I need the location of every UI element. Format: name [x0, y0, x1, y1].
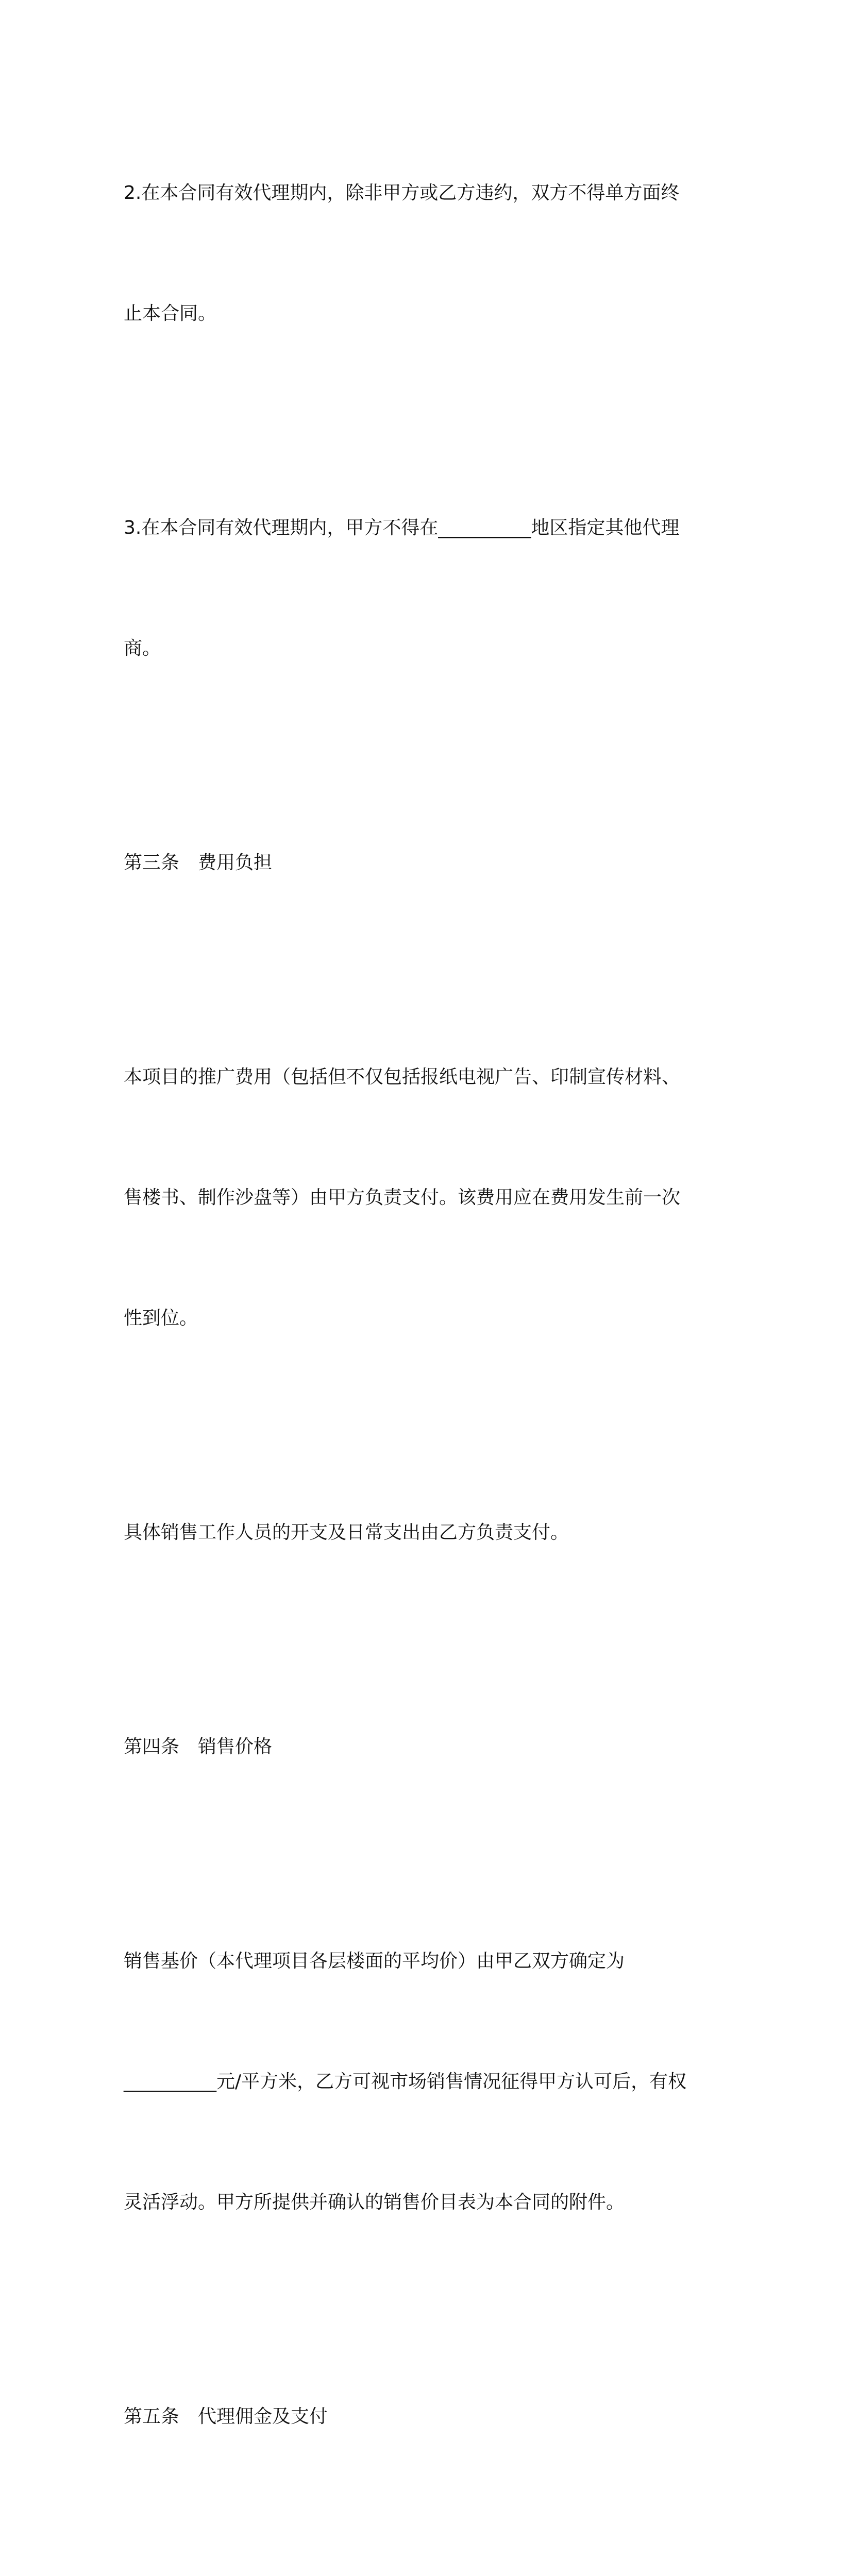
text-line: 具体销售工作人员的开支及日常支出由乙方负责支付。 — [124, 1522, 569, 1543]
article-3-paragraph-2 — [124, 1432, 711, 1633]
text-line: 2.在本合同有效代理期内，除非甲方或乙方违约，双方不得单方面终 — [124, 182, 680, 204]
article-5-heading — [124, 2316, 711, 2517]
text-line: __________元/平方米，乙方可视市场销售情况征得甲方认可后，有权 — [124, 2071, 687, 2092]
text-line: 止本合同。 — [124, 303, 217, 324]
article-4-paragraph-1 — [124, 1861, 711, 2303]
article-5-item-1 — [124, 2531, 711, 2576]
clause-2-item-3 — [124, 428, 711, 749]
article-4-heading — [124, 1647, 711, 1848]
text-line: 3.在本合同有效代理期内，甲方不得在__________地区指定其他代理 — [124, 517, 680, 538]
text-line: 销售基价（本代理项目各层楼面的平均价）由甲乙双方确定为 — [124, 1951, 625, 1972]
text-line: 商。 — [124, 638, 161, 659]
heading-text: 第五条 代理佣金及支付 — [124, 2406, 328, 2427]
text-line: 本项目的推广费用（包括但不仅包括报纸电视广告、印制宣传材料、 — [124, 1066, 681, 1088]
article-3-paragraph-1 — [124, 977, 711, 1419]
heading-text: 第四条 销售价格 — [124, 1736, 273, 1757]
article-3-heading — [124, 762, 711, 963]
heading-text: 第三条 费用负担 — [124, 852, 273, 873]
text-line: 性到位。 — [124, 1308, 198, 1329]
clause-2-item-2 — [124, 93, 711, 414]
document-body — [124, 93, 711, 2576]
text-line: 灵活浮动。甲方所提供并确认的销售价目表为本合同的附件。 — [124, 2192, 625, 2213]
text-line: 售楼书、制作沙盘等）由甲方负责支付。该费用应在费用发生前一次 — [124, 1187, 681, 1208]
